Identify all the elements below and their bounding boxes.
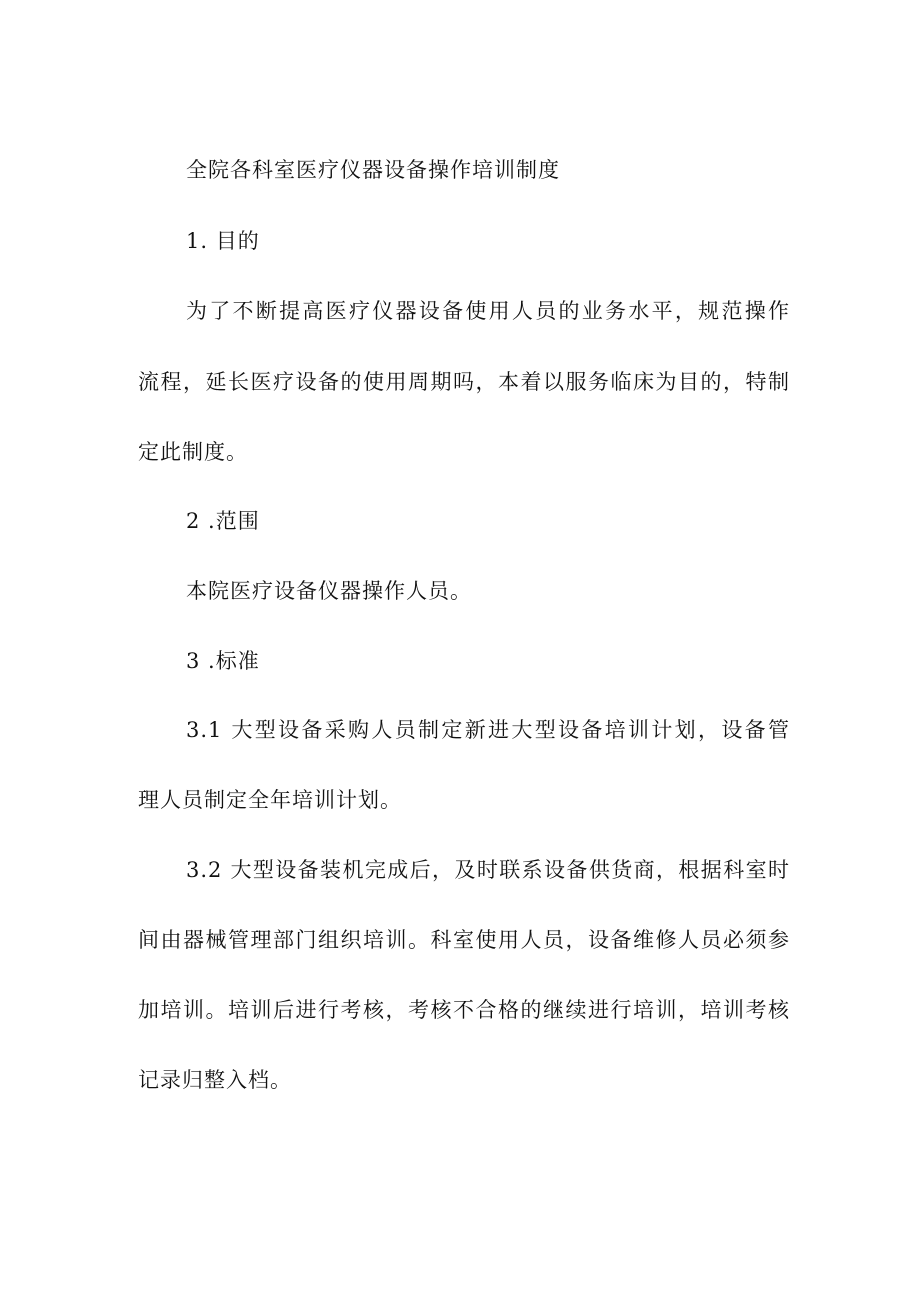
section-heading-purpose: 1. 目的 [186, 229, 260, 253]
purpose-line-2: 流程，延长医疗设备的使用周期吗，本着以服务临床为目的，特制 [138, 370, 790, 394]
standard-3-1-line-2: 理人员制定全年培训计划。 [138, 788, 402, 812]
purpose-line-3: 定此制度。 [138, 440, 248, 464]
scope-line-1: 本院医疗设备仪器操作人员。 [186, 579, 472, 603]
page-title: 全院各科室医疗仪器设备操作培训制度 [186, 158, 560, 182]
standard-3-2-line-1: 3.2 大型设备装机完成后，及时联系设备供货商，根据科室时 [186, 858, 790, 882]
standard-3-1-line-1: 3.1 大型设备采购人员制定新进大型设备培训计划，设备管 [186, 718, 790, 742]
standard-3-2-line-3: 加培训。培训后进行考核，考核不合格的继续进行培训，培训考核 [138, 998, 790, 1022]
standard-3-2-line-2: 间由器械管理部门组织培训。科室使用人员，设备维修人员必须参 [138, 928, 790, 952]
section-heading-standard: 3 .标准 [186, 649, 260, 673]
purpose-line-1: 为了不断提高医疗仪器设备使用人员的业务水平，规范操作 [186, 299, 790, 323]
standard-3-2-line-4: 记录归整入档。 [138, 1068, 292, 1092]
section-heading-scope: 2 .范围 [186, 509, 260, 533]
